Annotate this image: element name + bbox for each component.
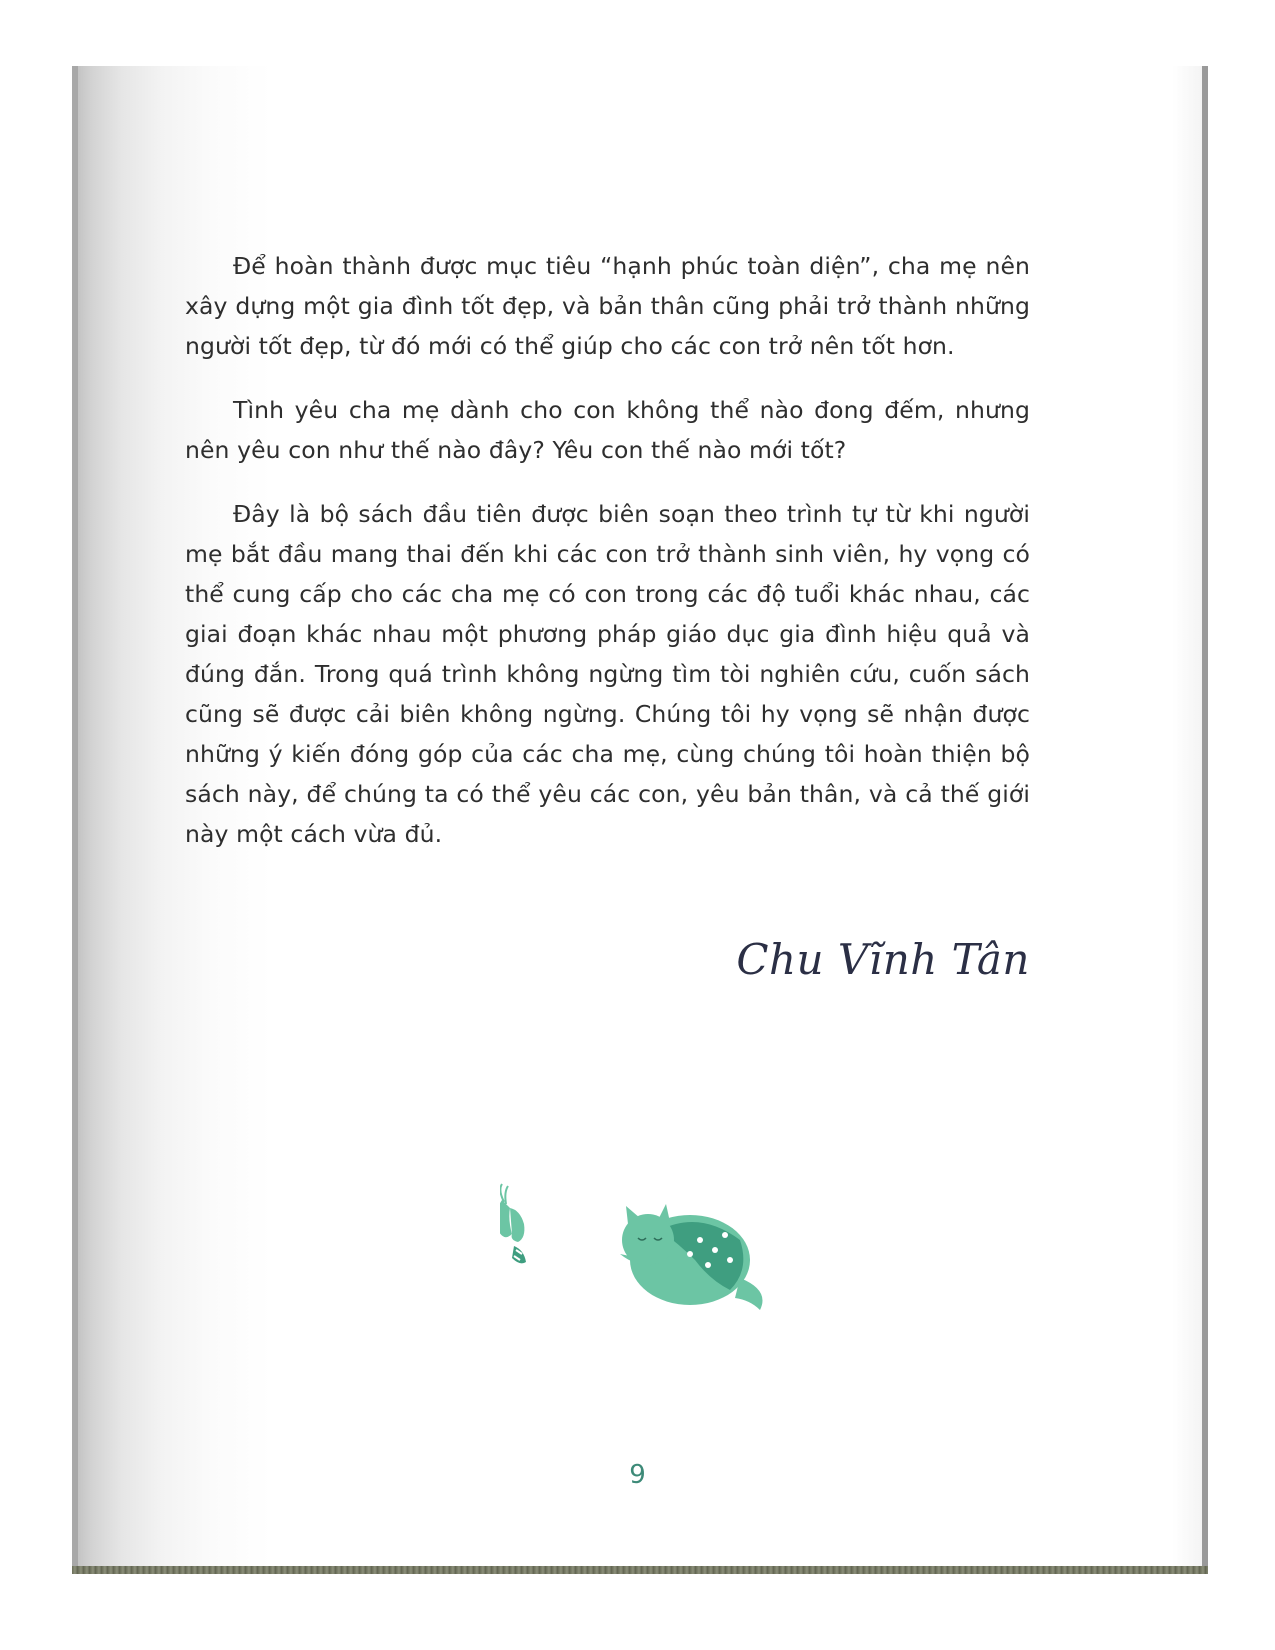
author-signature: Chu Vĩnh Tân <box>736 935 1030 984</box>
illustration-svg <box>500 1180 780 1330</box>
paragraph-1: Để hoàn thành được mục tiêu “hạnh phúc toàn diện”, cha mẹ nên xây dựng một gia đình tốt đẹp, và bản thân cũng phải trở thành những người tốt đẹp, từ đó mới có thể giúp cho các con trở nên tốt hơn. <box>185 252 1030 360</box>
paragraph-3: Đây là bộ sách đầu tiên được biên soạn theo trình tự từ khi người mẹ bắt đầu mang thai đến khi các con trở thành sinh viên, hy vọng có thể cung cấp cho các cha mẹ có con trong các độ tuổi khác nhau, các giai đoạn khác nhau một phương pháp giáo dục gia đình hiệu quả và đúng đắn. Trong quá trình không ngừng tìm tòi nghiên cứu, cuốn sách cũng sẽ được cải biên không ngừng. Chúng tôi hy vọng sẽ nhận được những ý kiến đóng góp của các cha mẹ, cùng chúng tôi hoàn thiện bộ sách này, để chúng ta có thể yêu các con, yêu bản thân, và cả thế giới này một cách vừa đủ. <box>185 500 1030 848</box>
body-text <box>185 246 1030 878</box>
page-left-edge <box>72 66 78 1572</box>
illustration <box>500 1180 780 1330</box>
sleeping-cat-icon <box>620 1204 763 1310</box>
butterfly-icon <box>500 1184 526 1263</box>
paragraph-2: Tình yêu cha mẹ dành cho con không thể nào đong đếm, nhưng nên yêu con như thế nào đây? Yêu con thế nào mới tốt? <box>185 396 1030 464</box>
book-cover-edge <box>72 1566 1208 1574</box>
page-number: 9 <box>629 1460 646 1490</box>
